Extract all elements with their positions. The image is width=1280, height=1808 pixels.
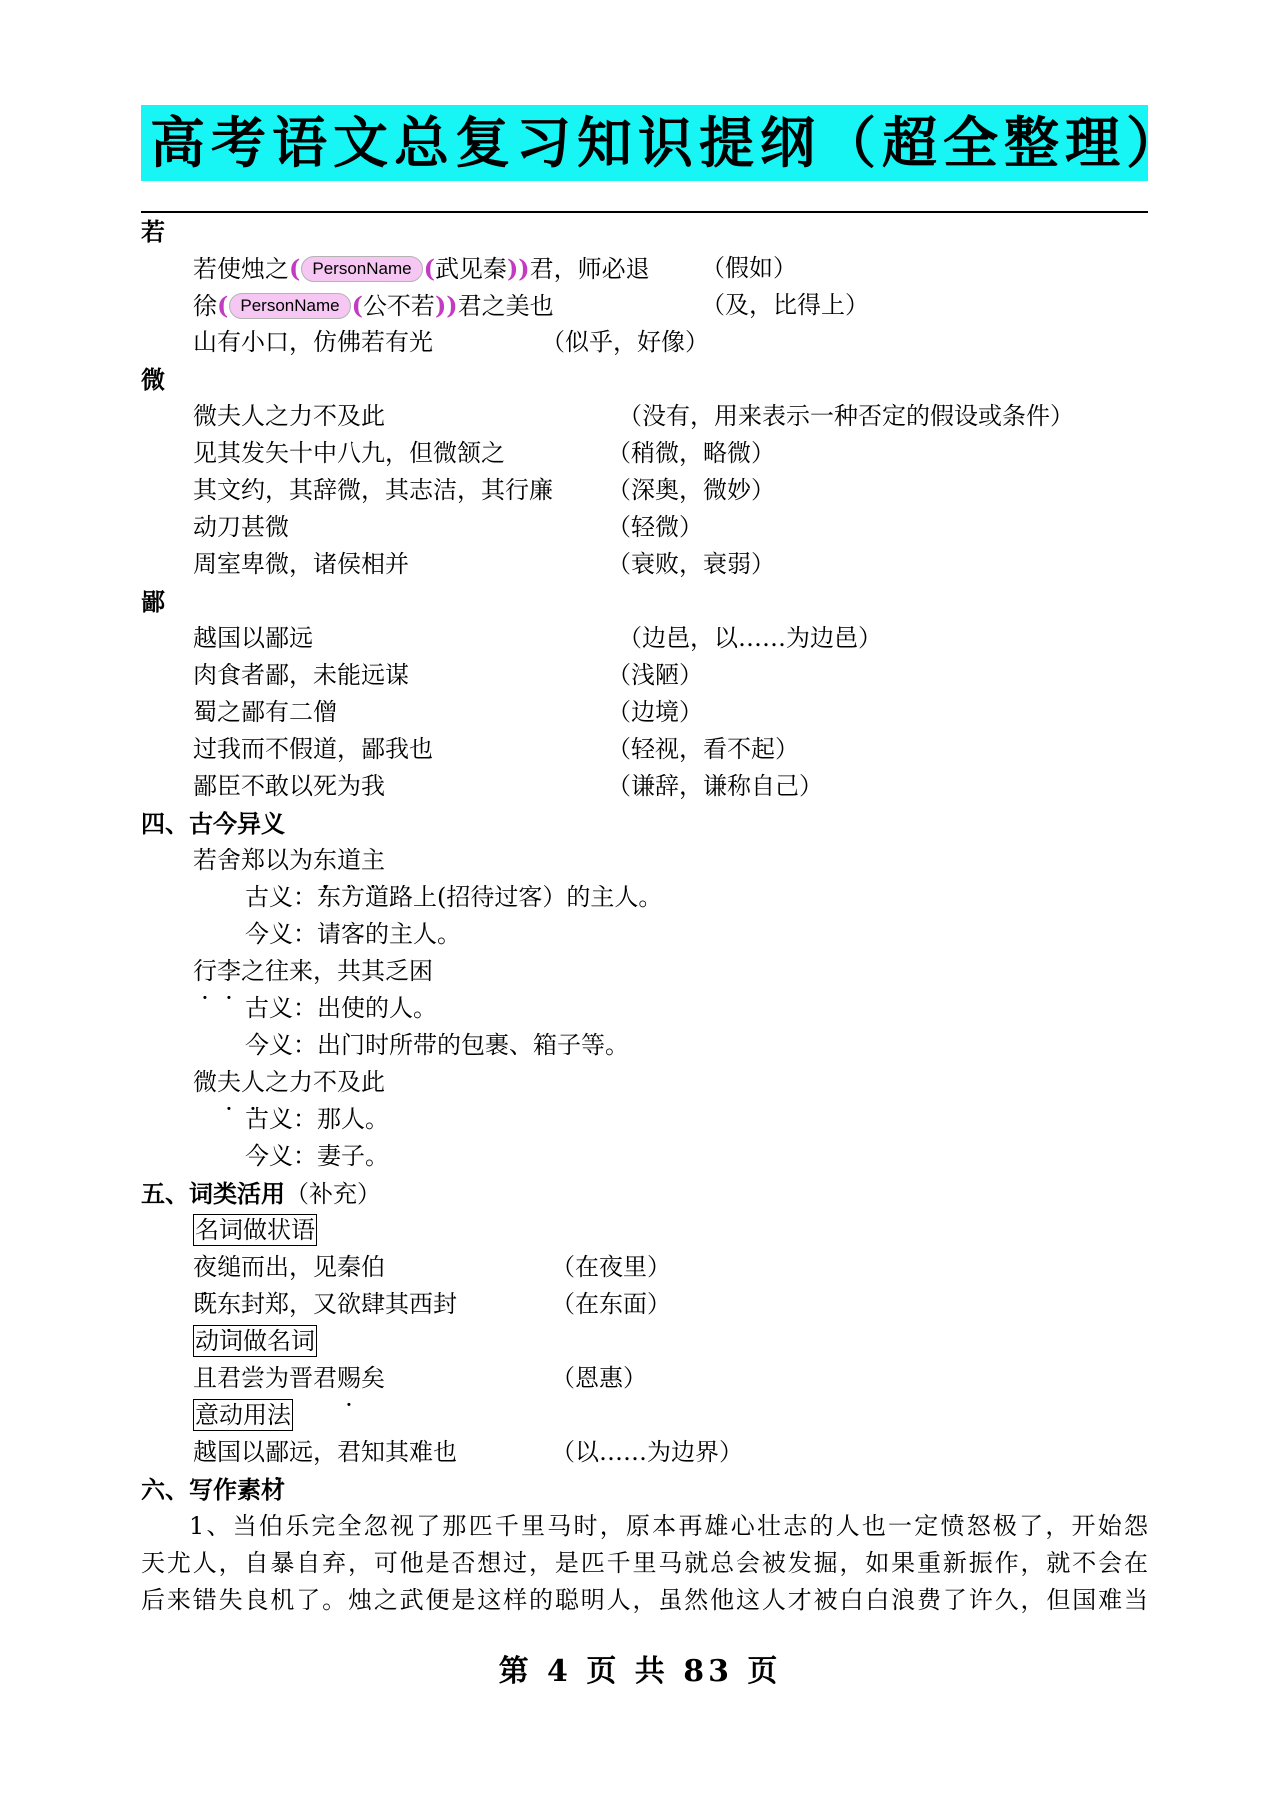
modern-meaning: 今义：出门时所带的包裹、箱子等。: [245, 1031, 629, 1059]
meaning-note: （边邑，以……为边邑）: [618, 624, 882, 652]
example-line: 微夫人之力不及此: [193, 1068, 385, 1096]
meaning-note: （浅陋）: [607, 661, 703, 689]
category-box: 意动用法: [195, 1401, 291, 1429]
meaning-note: （轻微）: [607, 513, 703, 541]
example-line: 且君尝为晋君赐矣 （恩惠）: [141, 1360, 1148, 1397]
section-heading-wei: 微: [141, 365, 165, 394]
example-line: 若舍郑以为东道主: [193, 846, 385, 874]
paragraph-line: 后来错失良机了。烛之武便是这样的聪明人，虽然他这人才被白白浪费了许久，但国难当: [141, 1586, 1148, 1614]
person-name-tag: PersonName: [229, 293, 350, 319]
meaning-note: （在夜里）: [551, 1253, 671, 1281]
example-line: 若使烛之( PersonName (武见秦))君，师必退 （假如）: [141, 250, 1148, 287]
example-line: 鄙臣不敢以死为我 （谦辞，谦称自己）: [141, 768, 1148, 805]
example-line: 过我而不假道，鄙我也 （轻视，看不起）: [141, 731, 1148, 768]
writing-paragraph: [141, 1582, 1148, 1619]
example-line: 行李之往来，共其乏困: [193, 957, 433, 985]
example-line: 周室卑微，诸侯相并 （衰败，衰弱）: [141, 546, 1148, 583]
example-line: 动刀甚微 （轻微）: [141, 509, 1148, 546]
modern-meaning: 今义：妻子。: [245, 1142, 389, 1170]
meaning-note: （衰败，衰弱）: [607, 550, 775, 578]
section-heading-gujin: 四、古今异义: [141, 809, 285, 838]
meaning-note: （似乎，好像）: [541, 328, 709, 356]
section-heading-ruo: 若: [141, 217, 165, 246]
ancient-meaning: 古义：那人。: [245, 1105, 389, 1133]
meaning-note: （轻视，看不起）: [607, 735, 799, 763]
meaning-note: （及，比得上）: [701, 291, 869, 319]
person-name-tag: PersonName: [301, 256, 422, 282]
section-heading-bi: 鄙: [141, 587, 165, 616]
meaning-note: （深奥，微妙）: [607, 476, 775, 504]
example-line: 蜀之鄙有二僧 （边境）: [141, 694, 1148, 731]
paragraph-line: 1、当伯乐完全忽视了那匹千里马时，原本再雄心壮志的人也一定愤怒极了，开始怨: [189, 1512, 1148, 1540]
writing-paragraph: [141, 1508, 1148, 1545]
meaning-note: （没有，用来表示一种否定的假设或条件）: [618, 402, 1074, 430]
document-title: 高考语文总复习知识提纲（超全整理）: [150, 110, 1188, 175]
page-footer: 第 4 页 共 83 页: [498, 1654, 782, 1689]
meaning-note: （以……为边界）: [551, 1438, 743, 1466]
example-line: 越国以鄙远，君知其难也 （以……为边界）: [141, 1434, 1148, 1471]
example-line: 山有小口，仿佛若有光 （似乎，好像）: [141, 324, 1148, 361]
meaning-note: （恩惠）: [551, 1364, 647, 1392]
example-line: 肉食者鄙，未能远谋 （浅陋）: [141, 657, 1148, 694]
example-line: 徐( PersonName (公不若))君之美也 （及，比得上）: [141, 287, 1148, 324]
meaning-note: （谦辞，谦称自己）: [607, 772, 823, 800]
writing-paragraph: [141, 1545, 1148, 1582]
section-heading-xiezuo: 六、写作素材: [141, 1475, 285, 1504]
example-line: 见其发矢十中八九，但微颔之 （稍微，略微）: [141, 435, 1148, 472]
document-body: [141, 213, 1148, 1619]
meaning-note: （假如）: [701, 254, 797, 282]
ancient-meaning: 古义：东方道路上(招待过客）的主人。: [245, 883, 663, 911]
example-line: 其文约，其辞微，其志洁，其行廉 （深奥，微妙）: [141, 472, 1148, 509]
category-box: 名词做状语: [195, 1216, 315, 1244]
example-line: 夜缒而出，见秦伯 （在夜里）: [141, 1249, 1148, 1286]
paragraph-line: 天尤人，自暴自弃，可他是否想过，是匹千里马就总会被发掘，如果重新振作，就不会在: [141, 1549, 1148, 1577]
section-heading-cilei: 五、词类活用（补充）: [141, 1179, 381, 1208]
ancient-meaning: 古义：出使的人。: [245, 994, 437, 1022]
example-line: 微夫人之力不及此 （没有，用来表示一种否定的假设或条件）: [141, 398, 1148, 435]
category-box: 动词做名词: [195, 1327, 315, 1355]
example-line: 越国以鄙远 （边邑，以……为边邑）: [141, 620, 1148, 657]
meaning-note: （边境）: [607, 698, 703, 726]
modern-meaning: 今义：请客的主人。: [245, 920, 461, 948]
meaning-note: （在东面）: [551, 1290, 671, 1318]
meaning-note: （稍微，略微）: [607, 439, 775, 467]
example-line: 既东封郑，又欲肆其西封 （在东面）: [141, 1286, 1148, 1323]
